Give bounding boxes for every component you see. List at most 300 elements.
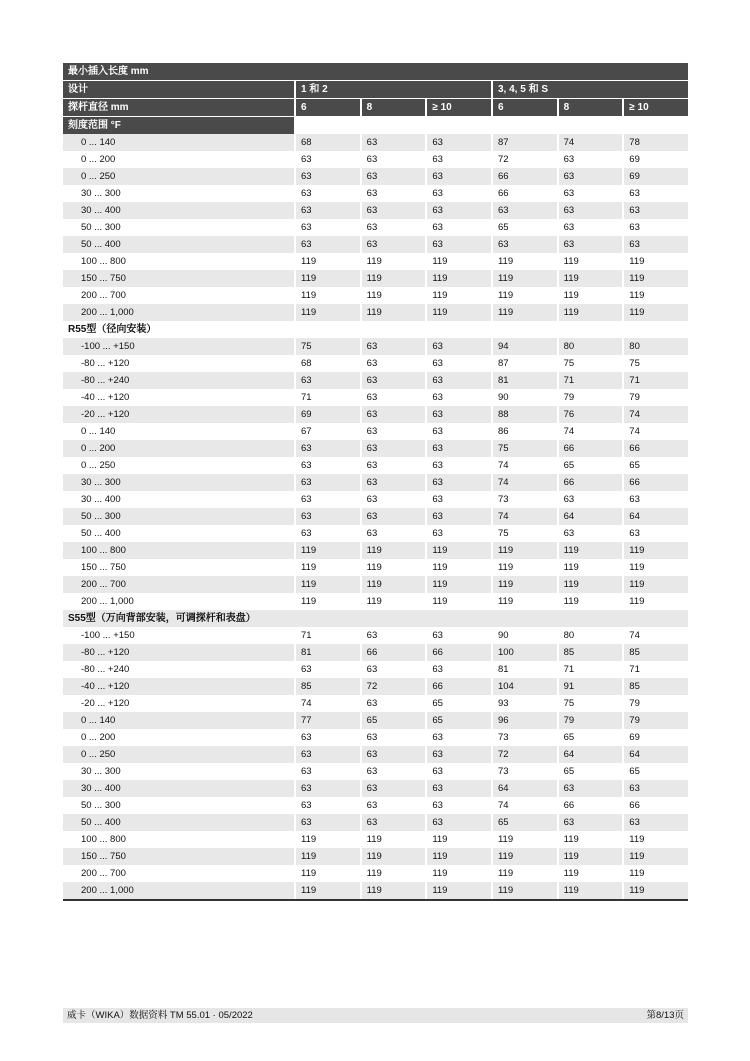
value-cell: 66: [557, 440, 623, 457]
value-cell: 74: [491, 457, 557, 474]
value-cell: 100: [491, 644, 557, 661]
value-cell: 63: [360, 134, 426, 151]
value-cell: 63: [622, 491, 688, 508]
value-cell: 63: [294, 525, 360, 542]
range-cell: 200 ... 700: [63, 576, 294, 593]
table-bottom-rule: [63, 899, 688, 901]
value-cell: 90: [491, 627, 557, 644]
value-cell: 63: [360, 797, 426, 814]
value-cell: 63: [425, 746, 491, 763]
table-row: [63, 661, 688, 678]
range-cell: 50 ... 300: [63, 508, 294, 525]
value-cell: 119: [294, 593, 360, 610]
probe-col: 6: [294, 99, 360, 116]
value-cell: 63: [360, 372, 426, 389]
value-cell: 119: [622, 253, 688, 270]
value-cell: 119: [491, 593, 557, 610]
value-cell: 74: [491, 474, 557, 491]
value-cell: 119: [557, 253, 623, 270]
value-cell: 63: [294, 457, 360, 474]
value-cell: 79: [622, 712, 688, 729]
value-cell: 119: [425, 304, 491, 321]
table-row: [63, 185, 688, 202]
range-cell: 200 ... 1,000: [63, 882, 294, 899]
value-cell: 63: [425, 457, 491, 474]
range-cell: 0 ... 250: [63, 457, 294, 474]
range-cell: 50 ... 400: [63, 525, 294, 542]
value-cell: 119: [557, 542, 623, 559]
value-cell: 93: [491, 695, 557, 712]
footer-source: 威卡（WIKA）数据资料 TM 55.01 · 05/2022: [67, 1010, 253, 1021]
table-row: [63, 474, 688, 491]
value-cell: 64: [491, 780, 557, 797]
value-cell: 77: [294, 712, 360, 729]
value-cell: 63: [425, 372, 491, 389]
value-cell: 64: [622, 746, 688, 763]
range-cell: 200 ... 700: [63, 287, 294, 304]
range-cell: -80 ... +120: [63, 355, 294, 372]
value-cell: 66: [622, 440, 688, 457]
value-cell: 119: [491, 848, 557, 865]
value-cell: 63: [425, 202, 491, 219]
value-cell: 119: [294, 270, 360, 287]
range-cell: 30 ... 300: [63, 474, 294, 491]
value-cell: 63: [622, 202, 688, 219]
value-cell: 119: [294, 576, 360, 593]
table-row: [63, 304, 688, 321]
value-cell: 63: [557, 780, 623, 797]
value-cell: 75: [557, 355, 623, 372]
table-row: [63, 559, 688, 576]
probe-row: [63, 99, 688, 116]
value-cell: 63: [360, 780, 426, 797]
value-cell: 119: [425, 865, 491, 882]
range-cell: 150 ... 750: [63, 848, 294, 865]
table-row: [63, 151, 688, 168]
footer-page-number: 第8/13页: [646, 1010, 684, 1021]
value-cell: 81: [491, 661, 557, 678]
section-header: [63, 321, 688, 338]
value-cell: 63: [294, 185, 360, 202]
value-cell: 69: [622, 168, 688, 185]
insertion-length-table: [63, 63, 688, 901]
value-cell: 67: [294, 423, 360, 440]
value-cell: 63: [425, 627, 491, 644]
range-cell: 30 ... 400: [63, 202, 294, 219]
value-cell: 75: [557, 695, 623, 712]
value-cell: 119: [425, 253, 491, 270]
value-cell: 63: [425, 338, 491, 355]
range-cell: 0 ... 200: [63, 440, 294, 457]
value-cell: 63: [557, 219, 623, 236]
value-cell: 63: [294, 372, 360, 389]
table-row: [63, 593, 688, 610]
range-cell: -80 ... +120: [63, 644, 294, 661]
value-cell: 63: [557, 168, 623, 185]
value-cell: 85: [294, 678, 360, 695]
value-cell: 63: [360, 236, 426, 253]
table-row: [63, 882, 688, 899]
value-cell: 119: [425, 831, 491, 848]
value-cell: 63: [425, 389, 491, 406]
value-cell: 63: [360, 491, 426, 508]
range-cell: -20 ... +120: [63, 406, 294, 423]
table-row: [63, 865, 688, 882]
value-cell: 72: [491, 151, 557, 168]
value-cell: 63: [491, 202, 557, 219]
value-cell: 63: [360, 168, 426, 185]
value-cell: 119: [622, 270, 688, 287]
value-cell: 85: [622, 678, 688, 695]
value-cell: 119: [557, 287, 623, 304]
value-cell: 66: [622, 797, 688, 814]
value-cell: 69: [622, 151, 688, 168]
value-cell: 119: [360, 831, 426, 848]
value-cell: 87: [491, 134, 557, 151]
range-cell: 100 ... 800: [63, 542, 294, 559]
value-cell: 63: [294, 491, 360, 508]
table-row: [63, 219, 688, 236]
table-row: [63, 440, 688, 457]
value-cell: 119: [360, 542, 426, 559]
value-cell: 63: [557, 491, 623, 508]
value-cell: 79: [557, 389, 623, 406]
value-cell: 119: [557, 304, 623, 321]
value-cell: 63: [557, 814, 623, 831]
value-cell: 63: [622, 780, 688, 797]
value-cell: 63: [425, 508, 491, 525]
value-cell: 119: [491, 559, 557, 576]
value-cell: 87: [491, 355, 557, 372]
value-cell: 119: [294, 542, 360, 559]
value-cell: 79: [622, 695, 688, 712]
scale-row: [63, 117, 688, 134]
value-cell: 63: [360, 202, 426, 219]
value-cell: 63: [294, 202, 360, 219]
page-footer: [63, 1008, 688, 1023]
range-cell: 0 ... 140: [63, 712, 294, 729]
range-cell: 50 ... 300: [63, 219, 294, 236]
table-row: [63, 678, 688, 695]
value-cell: 63: [360, 746, 426, 763]
value-cell: 119: [425, 270, 491, 287]
value-cell: 66: [425, 678, 491, 695]
value-cell: 75: [294, 338, 360, 355]
value-cell: 68: [294, 355, 360, 372]
value-cell: 63: [360, 814, 426, 831]
value-cell: 63: [557, 236, 623, 253]
value-cell: 63: [425, 797, 491, 814]
value-cell: 72: [360, 678, 426, 695]
table-row: [63, 355, 688, 372]
value-cell: 65: [557, 763, 623, 780]
range-cell: 100 ... 800: [63, 253, 294, 270]
value-cell: 80: [622, 338, 688, 355]
value-cell: 65: [491, 814, 557, 831]
value-cell: 63: [622, 219, 688, 236]
table-row: [63, 372, 688, 389]
table-row: [63, 780, 688, 797]
value-cell: 63: [360, 185, 426, 202]
value-cell: 74: [294, 695, 360, 712]
value-cell: 119: [425, 559, 491, 576]
value-cell: 119: [491, 576, 557, 593]
range-cell: -80 ... +240: [63, 661, 294, 678]
value-cell: 73: [491, 491, 557, 508]
table-row: [63, 848, 688, 865]
table-row: [63, 134, 688, 151]
value-cell: 66: [622, 474, 688, 491]
table-row: [63, 253, 688, 270]
value-cell: 63: [294, 219, 360, 236]
table-row: [63, 814, 688, 831]
table-row: [63, 763, 688, 780]
table-row: [63, 542, 688, 559]
value-cell: 119: [557, 576, 623, 593]
value-cell: 78: [622, 134, 688, 151]
value-cell: 65: [622, 763, 688, 780]
range-cell: -100 ... +150: [63, 627, 294, 644]
value-cell: 64: [557, 746, 623, 763]
value-cell: 63: [294, 474, 360, 491]
value-cell: 63: [425, 440, 491, 457]
value-cell: 74: [622, 423, 688, 440]
value-cell: 63: [557, 525, 623, 542]
value-cell: 65: [425, 712, 491, 729]
value-cell: 119: [557, 270, 623, 287]
value-cell: 63: [294, 814, 360, 831]
range-cell: 30 ... 300: [63, 763, 294, 780]
value-cell: 65: [360, 712, 426, 729]
value-cell: 63: [360, 457, 426, 474]
value-cell: 119: [360, 848, 426, 865]
value-cell: 63: [360, 729, 426, 746]
value-cell: 74: [557, 423, 623, 440]
value-cell: 63: [425, 219, 491, 236]
value-cell: 119: [622, 593, 688, 610]
range-cell: 0 ... 250: [63, 168, 294, 185]
section-label: S55型（万向背部安装，可调探杆和表盘）: [63, 610, 688, 627]
value-cell: 63: [360, 440, 426, 457]
value-cell: 65: [425, 695, 491, 712]
value-cell: 63: [294, 168, 360, 185]
value-cell: 119: [294, 882, 360, 899]
value-cell: 74: [491, 797, 557, 814]
value-cell: 63: [360, 151, 426, 168]
value-cell: 119: [622, 287, 688, 304]
value-cell: 119: [622, 882, 688, 899]
value-cell: 90: [491, 389, 557, 406]
value-cell: 74: [491, 508, 557, 525]
value-cell: 119: [360, 253, 426, 270]
probe-col: ≥ 10: [425, 99, 491, 116]
value-cell: 119: [622, 831, 688, 848]
value-cell: 119: [294, 287, 360, 304]
value-cell: 65: [622, 457, 688, 474]
value-cell: 71: [622, 661, 688, 678]
value-cell: 80: [557, 338, 623, 355]
range-cell: -40 ... +120: [63, 389, 294, 406]
value-cell: 63: [425, 525, 491, 542]
value-cell: 65: [557, 457, 623, 474]
range-cell: 150 ... 750: [63, 270, 294, 287]
value-cell: 63: [557, 185, 623, 202]
value-cell: 119: [557, 865, 623, 882]
probe-col: 6: [491, 99, 557, 116]
value-cell: 91: [557, 678, 623, 695]
value-cell: 63: [425, 729, 491, 746]
value-cell: 71: [294, 627, 360, 644]
value-cell: 63: [360, 525, 426, 542]
value-cell: 63: [425, 814, 491, 831]
range-cell: 200 ... 700: [63, 865, 294, 882]
value-cell: 66: [491, 185, 557, 202]
table-row: [63, 695, 688, 712]
value-cell: 85: [557, 644, 623, 661]
table-body: [63, 134, 688, 899]
value-cell: 74: [622, 627, 688, 644]
value-cell: 119: [425, 542, 491, 559]
scale-label: 刻度范围 °F: [63, 117, 294, 134]
value-cell: 64: [557, 508, 623, 525]
value-cell: 119: [622, 865, 688, 882]
value-cell: 63: [360, 661, 426, 678]
value-cell: 119: [425, 287, 491, 304]
value-cell: 119: [491, 831, 557, 848]
value-cell: 75: [622, 355, 688, 372]
value-cell: 63: [294, 729, 360, 746]
value-cell: 119: [491, 304, 557, 321]
value-cell: 119: [360, 593, 426, 610]
value-cell: 63: [425, 763, 491, 780]
probe-col: 8: [360, 99, 426, 116]
value-cell: 63: [294, 661, 360, 678]
value-cell: 119: [294, 253, 360, 270]
value-cell: 119: [557, 559, 623, 576]
value-cell: 72: [491, 746, 557, 763]
table-row: [63, 491, 688, 508]
value-cell: 69: [294, 406, 360, 423]
value-cell: 63: [360, 389, 426, 406]
value-cell: 119: [360, 559, 426, 576]
range-cell: 30 ... 400: [63, 491, 294, 508]
table-row: [63, 236, 688, 253]
value-cell: 63: [425, 168, 491, 185]
value-cell: 119: [360, 270, 426, 287]
value-cell: 96: [491, 712, 557, 729]
value-cell: 63: [360, 406, 426, 423]
table-row: [63, 406, 688, 423]
table-row: [63, 202, 688, 219]
value-cell: 63: [360, 338, 426, 355]
value-cell: 75: [491, 440, 557, 457]
value-cell: 119: [622, 304, 688, 321]
range-cell: 0 ... 140: [63, 134, 294, 151]
design-row: [63, 81, 688, 98]
value-cell: 63: [622, 814, 688, 831]
value-cell: 119: [557, 831, 623, 848]
value-cell: 119: [622, 576, 688, 593]
table-row: [63, 797, 688, 814]
value-cell: 88: [491, 406, 557, 423]
value-cell: 63: [425, 185, 491, 202]
table-row: [63, 457, 688, 474]
table-row: [63, 338, 688, 355]
value-cell: 65: [557, 729, 623, 746]
value-cell: 73: [491, 763, 557, 780]
value-cell: 119: [360, 882, 426, 899]
value-cell: 119: [491, 253, 557, 270]
value-cell: 119: [294, 848, 360, 865]
value-cell: 63: [294, 763, 360, 780]
value-cell: 66: [557, 797, 623, 814]
value-cell: 104: [491, 678, 557, 695]
range-cell: -40 ... +120: [63, 678, 294, 695]
table-row: [63, 746, 688, 763]
value-cell: 63: [360, 423, 426, 440]
value-cell: 71: [294, 389, 360, 406]
value-cell: 119: [294, 831, 360, 848]
value-cell: 63: [491, 236, 557, 253]
value-cell: 63: [425, 236, 491, 253]
value-cell: 63: [622, 185, 688, 202]
value-cell: 94: [491, 338, 557, 355]
range-cell: -80 ... +240: [63, 372, 294, 389]
value-cell: 74: [622, 406, 688, 423]
value-cell: 63: [294, 780, 360, 797]
table-row: [63, 576, 688, 593]
value-cell: 119: [622, 559, 688, 576]
table-row: [63, 270, 688, 287]
value-cell: 71: [557, 372, 623, 389]
value-cell: 119: [491, 882, 557, 899]
value-cell: 66: [425, 644, 491, 661]
value-cell: 119: [491, 865, 557, 882]
value-cell: 66: [491, 168, 557, 185]
range-cell: 0 ... 250: [63, 746, 294, 763]
value-cell: 63: [425, 491, 491, 508]
range-cell: -100 ... +150: [63, 338, 294, 355]
range-cell: 200 ... 1,000: [63, 593, 294, 610]
table-row: [63, 389, 688, 406]
value-cell: 119: [425, 848, 491, 865]
value-cell: 63: [425, 151, 491, 168]
table-row: [63, 423, 688, 440]
table-row: [63, 712, 688, 729]
table-row: [63, 508, 688, 525]
value-cell: 68: [294, 134, 360, 151]
value-cell: 119: [425, 576, 491, 593]
value-cell: 63: [425, 355, 491, 372]
table-row: [63, 287, 688, 304]
section-header: [63, 610, 688, 627]
value-cell: 80: [557, 627, 623, 644]
value-cell: 63: [360, 474, 426, 491]
value-cell: 119: [557, 593, 623, 610]
section-label: R55型（径向安装）: [63, 321, 688, 338]
value-cell: 63: [557, 151, 623, 168]
value-cell: 63: [622, 236, 688, 253]
value-cell: 63: [622, 525, 688, 542]
range-cell: 0 ... 140: [63, 423, 294, 440]
value-cell: 119: [425, 882, 491, 899]
range-cell: 50 ... 400: [63, 236, 294, 253]
table-row: [63, 168, 688, 185]
probe-col: ≥ 10: [622, 99, 688, 116]
value-cell: 63: [360, 355, 426, 372]
range-cell: 30 ... 300: [63, 185, 294, 202]
probe-col: 8: [557, 99, 623, 116]
